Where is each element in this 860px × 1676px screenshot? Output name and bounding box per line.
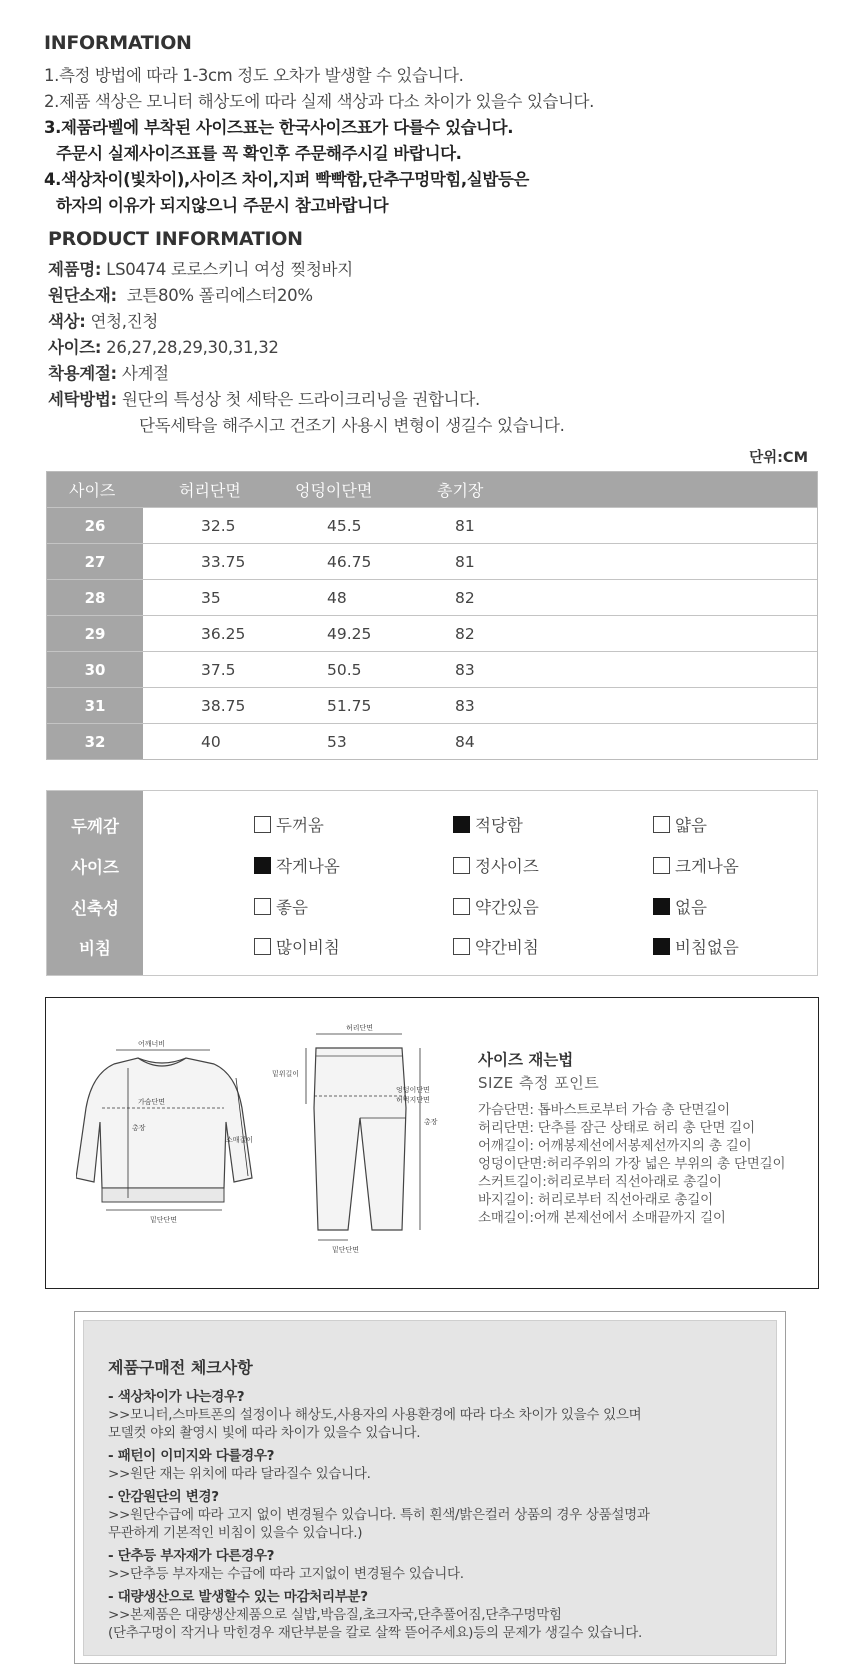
product-color-row [48,308,158,332]
product-name-label: 제품명: [48,260,102,279]
diagram-label-pants-hem: 밑단단면 [332,1246,360,1254]
product-size-value: 26,27,28,29,30,31,32 [106,338,279,357]
product-season-row [48,360,169,384]
checklist-item-text: >>원단 재는 위치에 따라 달라질수 있습니다. [108,1466,371,1482]
row-waist: 32.5 [201,516,236,535]
diagram-label-rise: 밑위길이 [272,1070,300,1078]
feel-option-text: 약간있음 [475,898,539,917]
diagram-label-sleeve: 소매길이 [226,1136,254,1144]
row-length: 83 [455,660,475,679]
feel-label: 비침 [79,939,111,958]
checklist-item-head: - 단추등 부자재가 다른경우? [108,1548,275,1564]
feel-label: 사이즈 [71,858,119,877]
feel-option [254,812,324,836]
fit-feel-table [46,790,818,976]
measure-guide-line: 바지길이: 허리로부터 직선아래로 총길이 [478,1192,713,1208]
row-waist: 38.75 [201,696,246,715]
checkbox-icon [453,898,470,915]
row-length: 83 [455,696,475,715]
checklist-item-head: - 색상차이가 나는경우? [108,1389,245,1405]
sweatshirt-shape [76,1058,252,1188]
row-waist: 36.25 [201,624,246,643]
checkbox-icon [653,816,670,833]
product-wash-label: 세탁방법: [48,390,117,409]
feel-label: 신축성 [71,899,119,918]
row-length: 82 [455,588,475,607]
pants-shape [314,1048,406,1230]
checklist-item-text: >>모니터,스마트폰의 설정이나 해상도,사용자의 사용환경에 따라 다소 차이가 있을수 있으며 [108,1407,642,1423]
row-waist: 35 [201,588,221,607]
pants-diagram [260,1018,440,1258]
measure-guide-line: 엉덩이단면:허리주위의 가장 넓은 부위의 총 단면길이 [478,1156,786,1172]
product-wash-value-2: 단독세탁을 해주시고 건조기 사용시 변형이 생길수 있습니다. [139,416,565,435]
checklist-item-head: - 안감원단의 변경? [108,1489,219,1505]
feel-option-text: 좋음 [276,898,308,917]
row-hip: 46.75 [327,552,372,571]
info-line-4: 주문시 실제사이즈표를 꼭 확인후 주문해주시길 바랍니다. [56,144,462,163]
product-fabric-value: 코튼80% 폴리에스터20% [126,286,313,305]
checkbox-icon [254,938,271,955]
table-row [47,543,817,579]
product-season-value: 사계절 [121,364,169,383]
measure-guide-title: 사이즈 재는법 [478,1051,574,1069]
product-name-row [48,256,353,280]
feel-option [254,894,308,918]
checkbox-icon [254,816,271,833]
row-length: 84 [455,732,475,751]
feel-option [254,934,340,958]
row-hip: 50.5 [327,660,362,679]
purchase-checklist [74,1311,786,1664]
product-color-value: 연청,진청 [90,312,159,331]
checkbox-icon [453,938,470,955]
feel-option-text: 많이비침 [276,938,340,957]
information-title: INFORMATION [44,32,192,54]
table-row [47,507,817,543]
row-hip: 53 [327,732,347,751]
product-name-value: LS0474 로로스키니 여성 찢청바지 [106,260,353,279]
row-length: 81 [455,552,475,571]
row-length: 81 [455,516,475,535]
checkbox-checked-icon [653,938,670,955]
row-waist: 40 [201,732,221,751]
measure-guide-subtitle: SIZE 측정 포인트 [478,1074,600,1092]
size-table-header [47,472,817,507]
product-wash-row [48,386,480,410]
diagram-label-pants-length: 총장 [424,1118,438,1126]
checklist-item-text: >>본제품은 대량생산제품으로 실밥,박음질,초크자국,단추풀어짐,단추구멍막힘 [108,1607,562,1623]
checkbox-checked-icon [254,857,271,874]
row-size: 27 [47,544,143,579]
feel-option [453,853,539,877]
row-size: 30 [47,652,143,687]
feel-row-thickness [47,803,817,843]
sweatshirt-hem [102,1188,224,1202]
row-length: 82 [455,624,475,643]
checklist-item-text: >>단추등 부자재는 수급에 따라 고지없이 변경될수 있습니다. [108,1566,464,1582]
row-hip: 49.25 [327,624,372,643]
sweatshirt-diagram [76,1038,276,1228]
table-row [47,579,817,615]
info-line-6: 하자의 이유가 되지않으니 주문시 참고바랍니다 [56,196,389,215]
diagram-label-shoulder: 어깨너비 [138,1040,166,1048]
info-line-3: 3.제품라벨에 부착된 사이즈표는 한국사이즈표가 다를수 있습니다. [44,118,514,137]
product-fabric-label: 원단소재: [48,286,117,305]
measure-guide-line: 허리단면: 단추를 잠근 상태로 허리 총 단면 길이 [478,1120,755,1136]
feel-option-text: 적당함 [475,816,523,835]
feel-row-sheer [47,925,817,965]
header-length: 총기장 [437,481,484,500]
row-size: 32 [47,724,143,759]
checklist-item-text: 모델컷 야외 촬영시 빛에 따라 차이가 있을수 있습니다. [108,1425,421,1441]
checklist-item-head: - 대량생산으로 발생할수 있는 마감처리부분? [108,1589,368,1605]
header-waist: 허리단면 [179,481,241,500]
feel-option [453,894,539,918]
checklist-item-text: (단추구멍이 작거나 막힌경우 재단부분을 칼로 살짝 뜯어주세요)등의 문제가 생길수 있습니다. [108,1625,643,1641]
feel-row-size [47,844,817,884]
feel-option-text: 크게나옴 [675,857,739,876]
measure-guide-box [45,997,819,1289]
checklist-item-text: >>원단수급에 따라 고지 없이 변경될수 있습니다. 특히 흰색/밝은컬러 상품의 경우 상품설명과 [108,1507,650,1523]
product-color-label: 색상: [48,312,86,331]
feel-option [453,812,523,836]
row-size: 31 [47,688,143,723]
diagram-label-hip: 엉덩이단면 [396,1086,430,1094]
purchase-checklist-inner [83,1320,777,1656]
row-waist: 37.5 [201,660,236,679]
checklist-title: 제품구매전 체크사항 [108,1358,253,1377]
checklist-item-head: - 패턴이 이미지와 다를경우? [108,1448,275,1464]
diagram-label-length: 총장 [132,1124,146,1132]
feel-option-text: 약간비침 [475,938,539,957]
feel-option-text: 얇음 [675,816,707,835]
measure-guide-line: 가슴단면: 톱바스트로부터 가슴 총 단면길이 [478,1102,730,1118]
product-fabric-row [48,282,313,306]
feel-option-text: 작게나옴 [276,857,340,876]
product-info-title: PRODUCT INFORMATION [48,228,303,250]
feel-option-text: 두꺼움 [276,816,324,835]
feel-label: 두께감 [71,817,119,836]
row-hip: 45.5 [327,516,362,535]
checkbox-checked-icon [653,898,670,915]
table-row [47,687,817,723]
checkbox-icon [453,857,470,874]
measure-guide-line: 소매길이:어깨 본제선에서 소매끝까지 길이 [478,1210,726,1226]
row-hip: 48 [327,588,347,607]
feel-option-text: 정사이즈 [475,857,539,876]
info-line-1: 1.측정 방법에 따라 1-3cm 정도 오차가 발생할 수 있습니다. [44,66,464,85]
diagram-label-waist: 허리단면 [346,1024,374,1032]
table-row [47,615,817,651]
product-wash-value-1: 원단의 특성상 첫 세탁은 드라이크리닝을 권합니다. [121,390,480,409]
table-row [47,723,817,759]
row-size: 29 [47,616,143,651]
feel-option [653,853,739,877]
feel-option [453,934,539,958]
checkbox-icon [254,898,271,915]
product-size-row [48,334,279,358]
feel-option [653,934,739,958]
row-size: 28 [47,580,143,615]
info-line-2: 2.제품 색상은 모니터 해상도에 따라 실제 색상과 다소 차이가 있을수 있습니다. [44,92,594,111]
checkbox-icon [653,857,670,874]
diagram-label-chest: 가슴단면 [138,1098,166,1106]
checkbox-checked-icon [453,816,470,833]
feel-option-text: 없음 [675,898,707,917]
row-hip: 51.75 [327,696,372,715]
row-waist: 33.75 [201,552,246,571]
feel-option [653,812,707,836]
feel-row-stretch [47,885,817,925]
size-unit: 단위:CM [749,450,808,466]
info-line-5: 4.색상차이(빛차이),사이즈 차이,지퍼 빡빡함,단추구멍막힘,실밥등은 [44,170,529,189]
measure-guide-line: 어깨길이: 어깨봉제선에서봉제선까지의 총 길이 [478,1138,752,1154]
measure-guide-line: 스커트길이:허리로부터 직선아래로 총길이 [478,1174,722,1190]
table-row [47,651,817,687]
row-size: 26 [47,508,143,543]
header-hip: 엉덩이단면 [295,481,373,500]
header-size: 사이즈 [69,481,116,500]
product-size-label: 사이즈: [48,338,102,357]
feel-option-text: 비침없음 [675,938,739,957]
size-table [46,471,818,760]
feel-option [254,853,340,877]
diagram-label-thigh: 허벅지단면 [396,1096,430,1104]
feel-option [653,894,707,918]
product-season-label: 착용계절: [48,364,117,383]
diagram-label-hem: 밑단단면 [150,1216,178,1224]
checklist-item-text: 무관하게 기본적인 비침이 있을수 있습니다.) [108,1525,363,1541]
